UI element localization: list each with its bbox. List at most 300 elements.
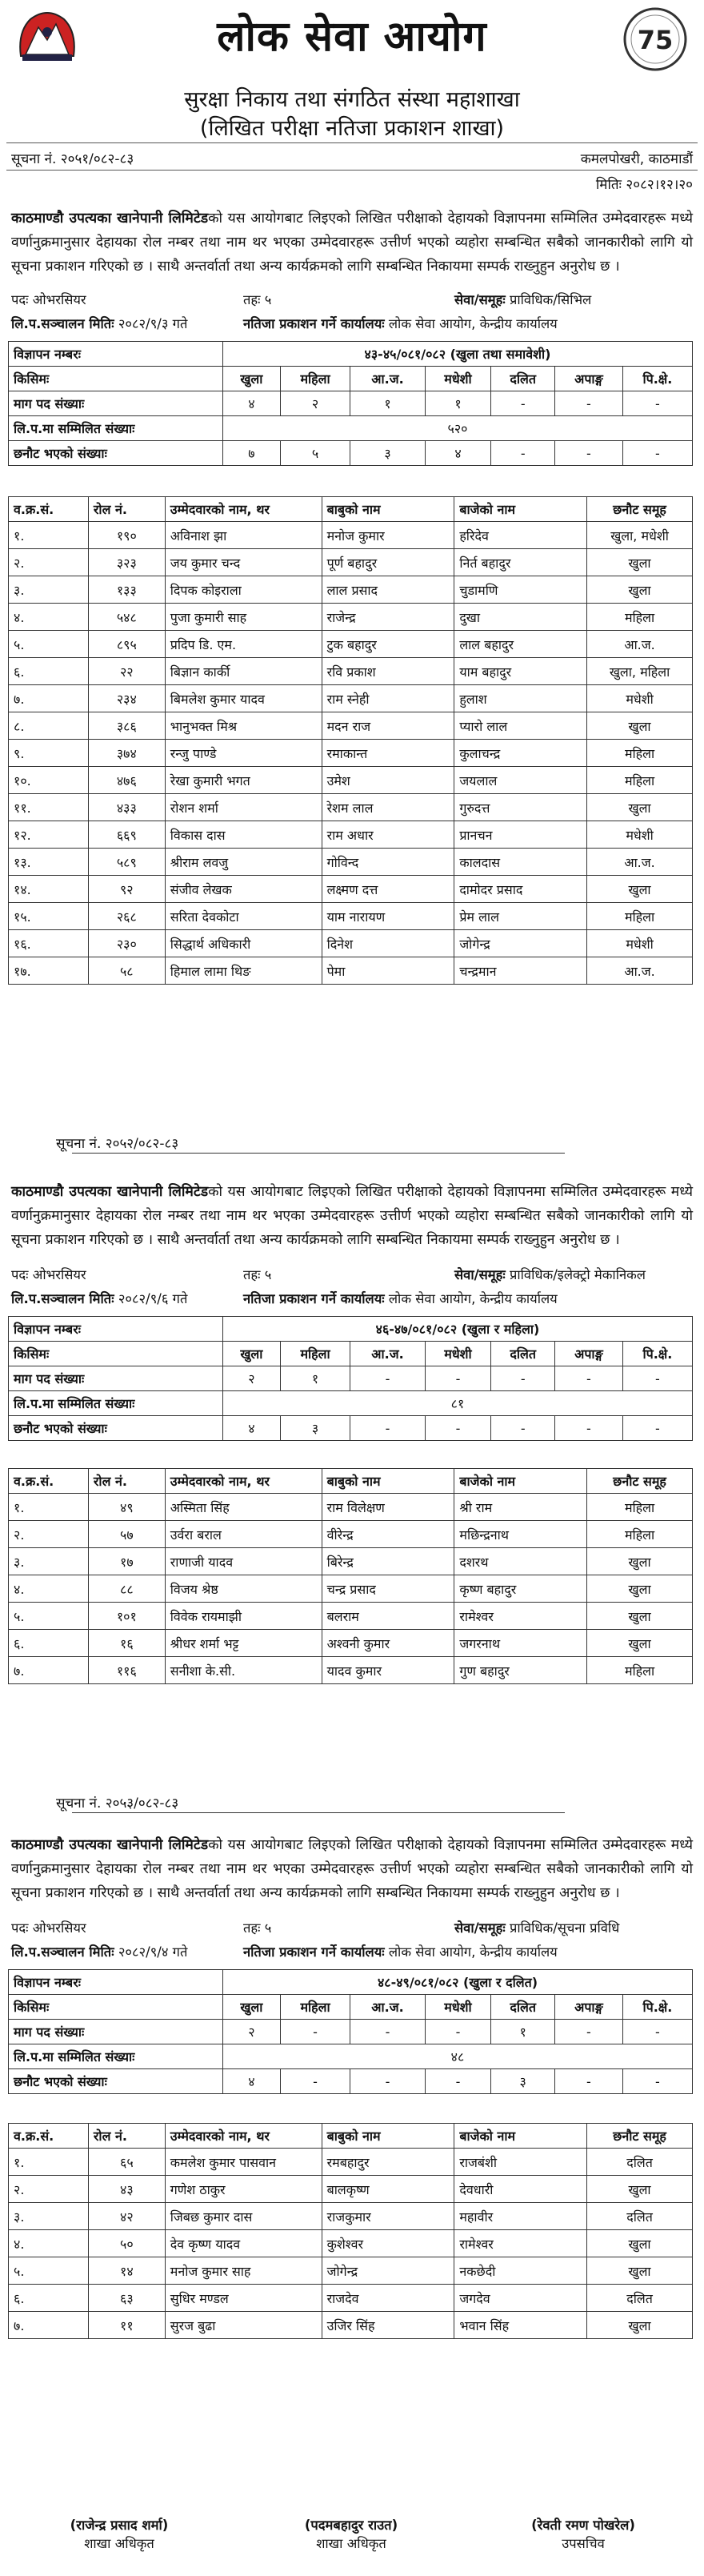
table-cell: चन्द्रमान	[454, 957, 587, 985]
divider	[6, 170, 698, 171]
req-count: १	[350, 391, 425, 416]
adv-number: ४३-४५/०८१/०८२ (खुला तथा समावेशी)	[223, 342, 693, 367]
table-cell: खुला	[587, 2230, 693, 2257]
table-cell: लाल प्रसाद	[322, 576, 454, 604]
table-cell: १.	[9, 1494, 89, 1521]
table-cell: १५.	[9, 903, 89, 930]
table-cell: उजिर सिंह	[322, 2312, 454, 2339]
table-cell: कृष्ण बहादुर	[454, 1575, 587, 1603]
table-cell: उर्वरा बराल	[165, 1521, 322, 1548]
advertisement-table	[8, 341, 693, 466]
cat: अपाङ्ग	[555, 367, 623, 391]
service-label: सेवा/समूहः	[454, 1267, 506, 1282]
table-cell: खुला	[587, 712, 693, 740]
table-cell: भानुभक्त मिश्र	[165, 712, 322, 740]
adv-number: ४८-४९/०८१/०८२ (खुला र दलित)	[223, 1970, 693, 1995]
table-cell: राम विलेक्षण	[322, 1494, 454, 1521]
table-cell: ८९५	[88, 631, 165, 658]
table-row	[9, 2257, 693, 2285]
office-label: नतिजा प्रकाशन गर्ने कार्यालयः	[243, 1944, 385, 1960]
table-cell: देवधारी	[454, 2176, 587, 2203]
table-cell: विजय श्रेष्ठ	[165, 1575, 322, 1603]
table-cell: ४.	[9, 2230, 89, 2257]
passed-count: -	[350, 2069, 425, 2094]
table-cell: जिबछ कुमार दास	[165, 2203, 322, 2230]
table-cell: पूर्ण बहादुर	[322, 549, 454, 576]
table-cell: हिमाल लामा थिङ	[165, 957, 322, 985]
table-cell: १२.	[9, 821, 89, 849]
cat: खुला	[223, 1342, 281, 1366]
table-row	[9, 876, 693, 903]
table-cell: खुला	[587, 549, 693, 576]
column-header: छनौट समूह	[587, 1469, 693, 1494]
office: लोक सेवा आयोग, केन्द्रीय कार्यालय	[388, 1291, 558, 1306]
table-cell: ७.	[9, 2312, 89, 2339]
notice-meta	[11, 1918, 693, 1939]
passed-count: -	[555, 1416, 623, 1441]
results-header-row	[9, 1469, 693, 1494]
table-cell: प्रानचन	[454, 821, 587, 849]
table-cell: १७	[88, 1548, 165, 1575]
required-row	[9, 1366, 693, 1391]
req-label: माग पद संख्याः	[9, 391, 223, 416]
notice-meta-2	[11, 314, 693, 335]
table-cell: ५८	[88, 957, 165, 985]
table-cell: मधेशी	[587, 685, 693, 712]
table-cell: रन्जु पाण्डे	[165, 740, 322, 767]
table-row	[9, 1494, 693, 1521]
table-cell: १३.	[9, 849, 89, 876]
req-count: -	[425, 2020, 491, 2044]
req-label: माग पद संख्याः	[9, 2020, 223, 2044]
table-cell: जयलाल	[454, 767, 587, 794]
table-row	[9, 685, 693, 712]
table-cell: महावीर	[454, 2203, 587, 2230]
signatory-name: (रेवती रमण पोखरेल)	[531, 2518, 635, 2533]
table-cell: ४२	[88, 2203, 165, 2230]
table-row	[9, 2285, 693, 2312]
signatory-name: (पदमबहादुर राउत)	[304, 2518, 398, 2533]
results-header-row	[9, 2124, 693, 2149]
notice-date: मितिः २०८२।१२।२०	[595, 177, 693, 193]
req-count: १	[491, 2020, 555, 2044]
table-row	[9, 2230, 693, 2257]
table-cell: खुला	[587, 794, 693, 821]
cat: आ.ज.	[350, 1342, 425, 1366]
table-cell: १९०	[88, 522, 165, 549]
column-header: बाबुको नाम	[322, 1469, 454, 1494]
table-cell: १६.	[9, 930, 89, 957]
table-cell: मनोज कुमार	[322, 522, 454, 549]
table-cell: खुला	[587, 2257, 693, 2285]
table-cell: ७.	[9, 685, 89, 712]
table-cell: उमेश	[322, 767, 454, 794]
table-row	[9, 712, 693, 740]
table-cell: रेखा कुमारी भगत	[165, 767, 322, 794]
org-name: काठमाण्डौ उपत्यका खानेपानी लिमिटेड	[11, 1837, 209, 1853]
req-count: -	[425, 1366, 491, 1391]
table-cell: ३.	[9, 1548, 89, 1575]
column-header: व.क्र.सं.	[9, 497, 89, 522]
req-count: -	[622, 2020, 692, 2044]
passed-row	[9, 441, 693, 466]
req-count: -	[491, 391, 555, 416]
post: पदः ओभरसियर	[11, 292, 86, 307]
table-cell: ९.	[9, 740, 89, 767]
table-cell: दलित	[587, 2285, 693, 2312]
table-cell: हुलाश	[454, 685, 587, 712]
table-cell: टुक बहादुर	[322, 631, 454, 658]
table-cell: १६	[88, 1630, 165, 1657]
passed-count: ४	[425, 441, 491, 466]
table-cell: ३.	[9, 576, 89, 604]
table-cell: ६५	[88, 2149, 165, 2176]
table-cell: गुरुदत्त	[454, 794, 587, 821]
req-count: -	[555, 2020, 623, 2044]
table-cell: कमलेश कुमार पासवान	[165, 2149, 322, 2176]
table-cell: महिला	[587, 767, 693, 794]
table-cell: जोगेन्द्र	[454, 930, 587, 957]
column-header: बाजेको नाम	[454, 497, 587, 522]
level: तहः ५	[243, 292, 272, 307]
table-cell: १.	[9, 2149, 89, 2176]
table-row	[9, 2176, 693, 2203]
category-row	[9, 1342, 693, 1366]
table-cell: ४७६	[88, 767, 165, 794]
table-cell: चुडामणि	[454, 576, 587, 604]
office-label: नतिजा प्रकाशन गर्ने कार्यालयः	[243, 1291, 385, 1306]
post: पदः ओभरसियर	[11, 1920, 86, 1936]
table-cell: कुशेश्वर	[322, 2230, 454, 2257]
table-row	[9, 849, 693, 876]
exam-date-label: लि.प.सञ्चालन मितिः	[11, 316, 114, 331]
table-cell: दशरथ	[454, 1548, 587, 1575]
table-row	[9, 2149, 693, 2176]
req-count: १	[280, 1366, 350, 1391]
notice-number: सूचना नं. २०५२/०८२-८३	[56, 1136, 179, 1152]
table-cell: २.	[9, 2176, 89, 2203]
table-cell: ३८६	[88, 712, 165, 740]
table-cell: राजबंशी	[454, 2149, 587, 2176]
passed-label: छनौट भएको संख्याः	[9, 441, 223, 466]
req-count: -	[622, 1366, 692, 1391]
table-cell: दिपक कोइराला	[165, 576, 322, 604]
table-cell: हरिदेव	[454, 522, 587, 549]
table-cell: पेमा	[322, 957, 454, 985]
table-cell: गुण बहादुर	[454, 1657, 587, 1684]
table-cell: महिला	[587, 1521, 693, 1548]
req-count: -	[280, 2020, 350, 2044]
passed-count: ७	[223, 441, 281, 466]
page-title: लोक सेवा आयोग	[217, 13, 487, 61]
org-name: काठमाण्डौ उपत्यका खानेपानी लिमिटेड	[11, 1184, 209, 1200]
table-cell: बिरेन्द्र	[322, 1548, 454, 1575]
table-cell: जगदेव	[454, 2285, 587, 2312]
table-cell: ३.	[9, 2203, 89, 2230]
table-cell: राजकुमार	[322, 2203, 454, 2230]
table-cell: रोशन शर्मा	[165, 794, 322, 821]
cat: दलित	[491, 367, 555, 391]
level: तहः ५	[243, 1267, 272, 1282]
table-cell: मधेशी	[587, 821, 693, 849]
table-cell: रामेश्वर	[454, 2230, 587, 2257]
passed-count: ३	[491, 2069, 555, 2094]
signature-block	[27, 2515, 211, 2552]
table-cell: जगरनाथ	[454, 1630, 587, 1657]
table-cell: ५.	[9, 1603, 89, 1630]
table-cell: विवेक रायमाझी	[165, 1603, 322, 1630]
table-cell: ४९	[88, 1494, 165, 1521]
table-cell: जय कुमार चन्द	[165, 549, 322, 576]
table-cell: रेशम लाल	[322, 794, 454, 821]
signatory-title: उपसचिव	[562, 2536, 605, 2551]
notice-meta	[11, 290, 693, 311]
table-cell: संजीव लेखक	[165, 876, 322, 903]
table-cell: खुला	[587, 1575, 693, 1603]
org-name: काठमाण्डौ उपत्यका खानेपानी लिमिटेड	[11, 211, 209, 227]
table-cell: आ.ज.	[587, 849, 693, 876]
passed-count: ४	[223, 1416, 281, 1441]
req-label: माग पद संख्याः	[9, 1366, 223, 1391]
applicants-count: ८१	[223, 1391, 693, 1416]
table-cell: दलित	[587, 2149, 693, 2176]
table-cell: महिला	[587, 903, 693, 930]
column-header: रोल नं.	[88, 497, 165, 522]
table-row	[9, 604, 693, 631]
cat: महिला	[280, 1995, 350, 2020]
table-cell: १०.	[9, 767, 89, 794]
req-count: ४	[223, 391, 281, 416]
table-cell: अश्वनी कुमार	[322, 1630, 454, 1657]
subtitle-division: सुरक्षा निकाय तथा संगठित संस्था महाशाखा	[184, 87, 520, 112]
table-cell: ९२	[88, 876, 165, 903]
table-cell: मनोज कुमार साह	[165, 2257, 322, 2285]
applicants-count: ४८	[223, 2044, 693, 2069]
table-row	[9, 1603, 693, 1630]
table-cell: दिनेश	[322, 930, 454, 957]
notice-meta	[11, 1265, 693, 1286]
table-cell: मछिन्द्रनाथ	[454, 1521, 587, 1548]
req-count: -	[555, 391, 623, 416]
results-table	[8, 1468, 693, 1684]
cat: पि.क्षे.	[622, 1995, 692, 2020]
table-row	[9, 821, 693, 849]
table-cell: २२	[88, 658, 165, 685]
column-header: रोल नं.	[88, 1469, 165, 1494]
table-cell: ४.	[9, 1575, 89, 1603]
level: तहः ५	[243, 1920, 272, 1936]
table-row	[9, 549, 693, 576]
table-cell: १४	[88, 2257, 165, 2285]
passed-count: ४	[223, 2069, 281, 2094]
table-row	[9, 930, 693, 957]
passed-count: ३	[350, 441, 425, 466]
separator	[72, 1812, 565, 1813]
cat: आ.ज.	[350, 1995, 425, 2020]
table-cell: कुलाचन्द्र	[454, 740, 587, 767]
office-location: कमलपोखरी, काठमाडौं	[580, 151, 693, 167]
table-row	[9, 658, 693, 685]
cat: महिला	[280, 1342, 350, 1366]
exam-date: २०८२/९/४ गते	[118, 1944, 188, 1960]
notice-text: को यस आयोगबाट लिइएको लिखित परीक्षाको देहायको विज्ञापनमा सम्मिलित उम्मेदवारहरू मध्ये वर्णानुक्रमानुसार देहायका रोल नम्बर तथा नाम थर भएका उम्मेदवारहरू उत्तीर्ण भएको व्यहोरा सम्बन्धित सबैको जानकारीको लागि यो सूचना प्रकाशन गरिएको छ । साथै अन्तर्वार्ता तथा अन्य कार्यक्रमको लागि सम्बन्धित निकायमा सम्पर्क राख्नुहुन अनुरोध छ ।	[11, 1184, 693, 1248]
cat: दलित	[491, 1995, 555, 2020]
exam-date: २०८२/९/३ गते	[118, 316, 188, 331]
table-cell: ६६९	[88, 821, 165, 849]
table-row	[9, 1657, 693, 1684]
passed-row	[9, 2069, 693, 2094]
passed-count: -	[491, 441, 555, 466]
table-cell: सनीशा के.सी.	[165, 1657, 322, 1684]
passed-count: -	[622, 441, 692, 466]
table-row	[9, 740, 693, 767]
service: प्राविधिक/इलेक्ट्रो मेकानिकल	[510, 1267, 646, 1282]
table-cell: १७.	[9, 957, 89, 985]
passed-count: -	[622, 1416, 692, 1441]
column-header: बाजेको नाम	[454, 1469, 587, 1494]
signatory-name: (राजेन्द्र प्रसाद शर्मा)	[70, 2518, 169, 2533]
table-cell: २.	[9, 1521, 89, 1548]
table-cell: ८.	[9, 712, 89, 740]
results-header-row	[9, 497, 693, 522]
table-cell: रवि प्रकाश	[322, 658, 454, 685]
table-cell: आ.ज.	[587, 957, 693, 985]
table-cell: खुला	[587, 1603, 693, 1630]
passed-count: -	[622, 2069, 692, 2094]
applicants-label: लि.प.मा सम्मिलित संख्याः	[9, 2044, 223, 2069]
req-count: -	[491, 1366, 555, 1391]
cat: मधेशी	[425, 367, 491, 391]
table-cell: खुला	[587, 2176, 693, 2203]
table-cell: विकास दास	[165, 821, 322, 849]
passed-count: -	[555, 441, 623, 466]
table-row	[9, 794, 693, 821]
table-cell: महिला	[587, 604, 693, 631]
req-count: २	[223, 1366, 281, 1391]
req-count: २	[280, 391, 350, 416]
table-cell: याम नारायण	[322, 903, 454, 930]
cat: मधेशी	[425, 1342, 491, 1366]
table-cell: निर्त बहादुर	[454, 549, 587, 576]
table-cell: सुरज बुढा	[165, 2312, 322, 2339]
anniversary-logo-icon	[621, 5, 690, 74]
column-header: छनौट समूह	[587, 497, 693, 522]
adv-number: ४६-४७/०८१/०८२ (खुला र महिला)	[223, 1317, 693, 1342]
cat: अपाङ्ग	[555, 1995, 623, 2020]
table-cell: ५७	[88, 1521, 165, 1548]
table-cell: २.	[9, 549, 89, 576]
cat: दलित	[491, 1342, 555, 1366]
advertisement-table	[8, 1316, 693, 1441]
table-cell: बिज्ञान कार्की	[165, 658, 322, 685]
table-cell: रमाकान्त	[322, 740, 454, 767]
applicants-label: लि.प.मा सम्मिलित संख्याः	[9, 416, 223, 441]
signature-block	[259, 2515, 443, 2552]
post: पदः ओभरसियर	[11, 1267, 86, 1282]
table-cell: अविनाश झा	[165, 522, 322, 549]
results-table	[8, 2123, 693, 2339]
table-cell: महिला	[587, 1657, 693, 1684]
table-cell: ५.	[9, 631, 89, 658]
table-cell: ११६	[88, 1657, 165, 1684]
notice-text: को यस आयोगबाट लिइएको लिखित परीक्षाको देहायको विज्ञापनमा सम्मिलित उम्मेदवारहरू मध्ये वर्णानुक्रमानुसार देहायका रोल नम्बर तथा नाम थर भएका उम्मेदवारहरू उत्तीर्ण भएको व्यहोरा सम्बन्धित सबैको जानकारीको लागि यो सूचना प्रकाशन गरिएको छ । साथै अन्तर्वार्ता तथा अन्य कार्यक्रमको लागि सम्बन्धित निकायमा सम्पर्क राख्नुहुन अनुरोध छ ।	[11, 211, 693, 275]
table-cell: ११.	[9, 794, 89, 821]
service-label: सेवा/समूहः	[454, 292, 506, 307]
required-row	[9, 2020, 693, 2044]
table-cell: श्रीराम लवजु	[165, 849, 322, 876]
table-cell: १४.	[9, 876, 89, 903]
table-cell: ८८	[88, 1575, 165, 1603]
table-cell: १.	[9, 522, 89, 549]
table-cell: महिला	[587, 1494, 693, 1521]
table-row	[9, 1575, 693, 1603]
cat: खुला	[223, 1995, 281, 2020]
applicants-label: लि.प.मा सम्मिलित संख्याः	[9, 1391, 223, 1416]
table-cell: प्रदिप डि. एम.	[165, 631, 322, 658]
table-row	[9, 631, 693, 658]
category-row	[9, 1995, 693, 2020]
passed-count: -	[280, 2069, 350, 2094]
table-row	[9, 903, 693, 930]
notice-meta-2	[11, 1942, 693, 1963]
adv-label: विज्ञापन नम्बरः	[9, 1970, 223, 1995]
table-cell: दुखा	[454, 604, 587, 631]
table-cell: ५.	[9, 2257, 89, 2285]
req-count: १	[425, 391, 491, 416]
table-row	[9, 1521, 693, 1548]
table-cell: २३४	[88, 685, 165, 712]
table-cell: सिद्धार्थ अधिकारी	[165, 930, 322, 957]
anniversary-number: 75	[637, 25, 674, 55]
cat-label: किसिमः	[9, 367, 223, 391]
table-cell: बिमलेश कुमार यादव	[165, 685, 322, 712]
notice-meta-2	[11, 1289, 693, 1310]
column-header: बाबुको नाम	[322, 2124, 454, 2149]
table-row	[9, 2312, 693, 2339]
header-divider	[6, 142, 698, 143]
req-count: २	[223, 2020, 281, 2044]
table-cell: अस्मिता सिंह	[165, 1494, 322, 1521]
table-cell: मधेशी	[587, 930, 693, 957]
table-cell: ३२३	[88, 549, 165, 576]
table-cell: ७.	[9, 1657, 89, 1684]
table-cell: २६८	[88, 903, 165, 930]
table-cell: वीरेन्द्र	[322, 1521, 454, 1548]
req-count: -	[350, 2020, 425, 2044]
table-cell: राणाजी यादव	[165, 1548, 322, 1575]
table-cell: दलित	[587, 2203, 693, 2230]
passed-row	[9, 1416, 693, 1441]
table-cell: ६.	[9, 2285, 89, 2312]
adv-label: विज्ञापन नम्बरः	[9, 1317, 223, 1342]
cat: महिला	[280, 367, 350, 391]
signatory-title: शाखा अधिकृत	[316, 2536, 386, 2551]
table-cell: ३७४	[88, 740, 165, 767]
table-cell: भवान सिंह	[454, 2312, 587, 2339]
table-cell: ५८९	[88, 849, 165, 876]
table-row	[9, 957, 693, 985]
table-cell: २३०	[88, 930, 165, 957]
exam-date-label: लि.प.सञ्चालन मितिः	[11, 1291, 114, 1306]
column-header: रोल नं.	[88, 2124, 165, 2149]
passed-count: -	[425, 1416, 491, 1441]
notice-paragraph	[11, 207, 693, 279]
table-row	[9, 2203, 693, 2230]
table-cell: चन्द्र प्रसाद	[322, 1575, 454, 1603]
table-cell: रामेश्वर	[454, 1603, 587, 1630]
table-cell: जोगेन्द्र	[322, 2257, 454, 2285]
table-cell: राम स्नेही	[322, 685, 454, 712]
